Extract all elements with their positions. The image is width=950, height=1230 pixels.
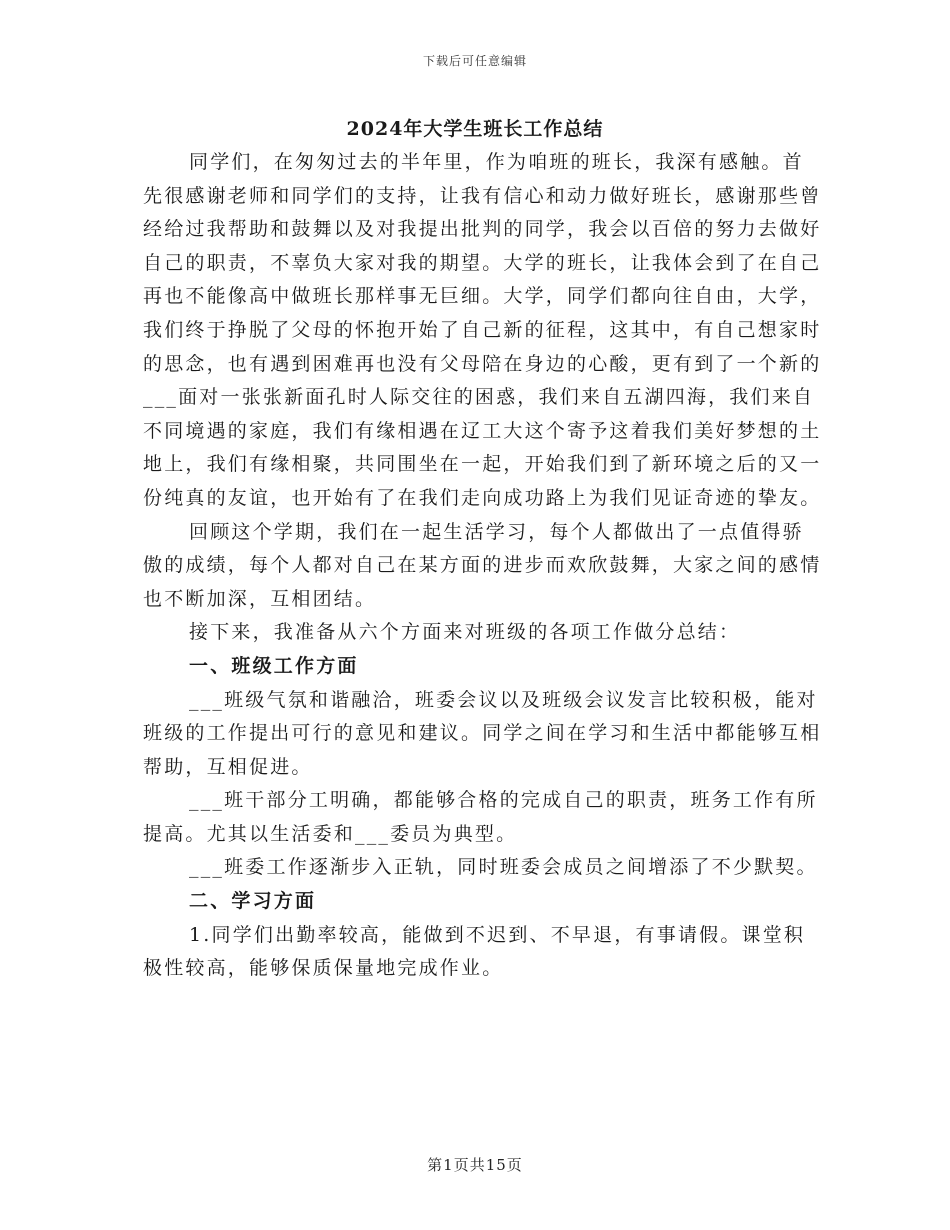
document-title: 2024年大学生班长工作总结	[346, 118, 604, 140]
paragraph-intro: 同学们，在匆匆过去的半年里，作为咱班的班长，我深有感触。首先很感谢老师和同学们的支持，让我有信心和动力做好班长，感谢那些曾经给过我帮助和鼓舞以及对我提出批判的同学，我会以百倍的努力去做好自己的职责，不辜负大家对我的期望。大学的班长，让我体会到了在自己再也不能像高中做班长那样事无巨细。大学，同学们都向往自由，大学，我们终于挣脱了父母的怀抱开始了自己新的征程，这其中，有自己想家时的思念，也有遇到困难再也没有父母陪在身边的心酸，更有到了一个新的___面对一张张新面孔时人际交往的困惑，我们来自五湖四海，我们来自不同境遇的家庭，我们有缘相遇在辽工大这个寄予这着我们美好梦想的土地上，我们有缘相聚，共同围坐在一起，开始我们到了新环境之后的又一份纯真的友谊，也开始有了在我们走向成功路上为我们见证奇迹的挚友。	[143, 151, 822, 509]
paragraph-class-committee: ___班委工作逐渐步入正轨，同时班委会成员之间增添了不少默契。	[189, 856, 818, 879]
paragraph-class-atmosphere: ___班级气氛和谐融洽，班委会议以及班级会议发言比较积极，能对班级的工作提出可行的意见和建议。同学之间在学习和生活中都能够互相帮助，互相促进。	[143, 688, 822, 778]
paragraph-outline: 接下来，我准备从六个方面来对班级的各项工作做分总结：	[189, 621, 741, 644]
paragraph-class-cadres: ___班干部分工明确，都能够合格的完成自己的职责，班务工作有所提高。尤其以生活委和___委员为典型。	[143, 789, 818, 845]
section-heading-class-work: 一、班级工作方面	[189, 654, 359, 677]
paragraph-study-attendance: 1.同学们出勤率较高，能做到不迟到、不早退，有事请假。课堂积极性较高，能够保质保量地完成作业。	[143, 923, 806, 980]
paragraph-review: 回顾这个学期，我们在一起生活学习，每个人都做出了一点值得骄傲的成绩，每个人都对自己在某方面的进步而欢欣鼓舞，大家之间的感情也不断加深，互相团结。	[143, 520, 822, 610]
page-header-note: 下载后可任意编辑	[422, 54, 527, 68]
section-heading-study: 二、学习方面	[189, 890, 317, 913]
page-number-footer: 第1页共15页	[427, 1156, 523, 1174]
document-body	[143, 146, 823, 986]
